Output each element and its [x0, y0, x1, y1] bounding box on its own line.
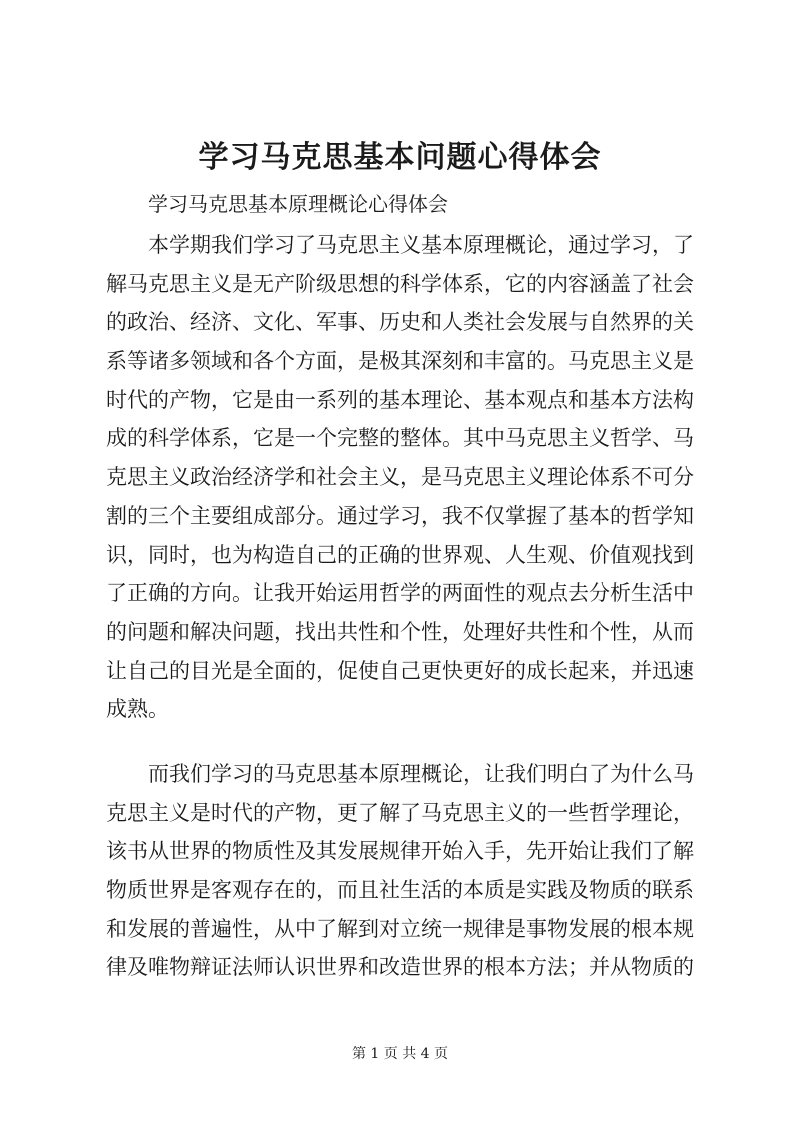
paragraph-line: 该书从世界的物质性及其发展规律开始入手，先开始让我们了解 — [106, 839, 694, 864]
paragraph-line: 本学期我们学习了马克思主义基本原理概论，通过学习，了 — [148, 233, 694, 257]
paragraph-line: 的问题和解决问题，找出共性和个性，处理好共性和个性，从而 — [106, 619, 694, 644]
paragraph-line: 律及唯物辩证法师认识世界和改造世界的根本方法；并从物质的 — [106, 955, 694, 980]
paragraph-line: 成的科学体系，它是一个完整的整体。其中马克思主义哲学、马 — [106, 426, 694, 451]
paragraph-line: 让自己的目光是全面的，促使自己更快更好的成长起来，并迅速 — [106, 658, 694, 683]
paragraph-line: 和发展的普遍性，从中了解到对立统一规律是事物发展的根本规 — [106, 916, 694, 941]
page-number-footer: 第 1 页 共 4 页 — [351, 1046, 449, 1062]
paragraph-line: 克思主义是时代的产物，更了解了马克思主义的一些哲学理论， — [106, 800, 694, 825]
paragraph-line: 成熟。 — [106, 697, 169, 722]
paragraph-line: 解马克思主义是无产阶级思想的科学体系，它的内容涵盖了社会 — [106, 271, 694, 296]
paragraph-1 — [106, 226, 706, 729]
document-title: 学习马克思基本问题心得体会 — [198, 140, 602, 175]
paragraph-line: 克思主义政治经济学和社会主义，是马克思主义理论体系不可分 — [106, 465, 694, 490]
document-subtitle: 学习马克思基本原理概论心得体会 — [148, 192, 448, 216]
paragraph-line: 割的三个主要组成部分。通过学习，我不仅掌握了基本的哲学知 — [106, 503, 694, 528]
paragraph-line: 时代的产物，它是由一系列的基本理论、基本观点和基本方法构 — [106, 387, 694, 412]
paragraph-line: 物质世界是客观存在的，而且社生活的本质是实践及物质的联系 — [106, 878, 694, 903]
paragraph-line: 而我们学习的马克思基本原理概论，让我们明白了为什么马 — [148, 762, 694, 786]
paragraph-2 — [106, 755, 706, 987]
paragraph-line: 的政治、经济、文化、军事、历史和人类社会发展与自然界的关 — [106, 310, 694, 335]
paragraph-line: 了正确的方向。让我开始运用哲学的两面性的观点去分析生活中 — [106, 581, 694, 606]
paragraph-line: 识，同时，也为构造自己的正确的世界观、人生观、价值观找到 — [106, 542, 694, 567]
paragraph-line: 系等诸多领域和各个方面，是极其深刻和丰富的。马克思主义是 — [106, 349, 694, 374]
